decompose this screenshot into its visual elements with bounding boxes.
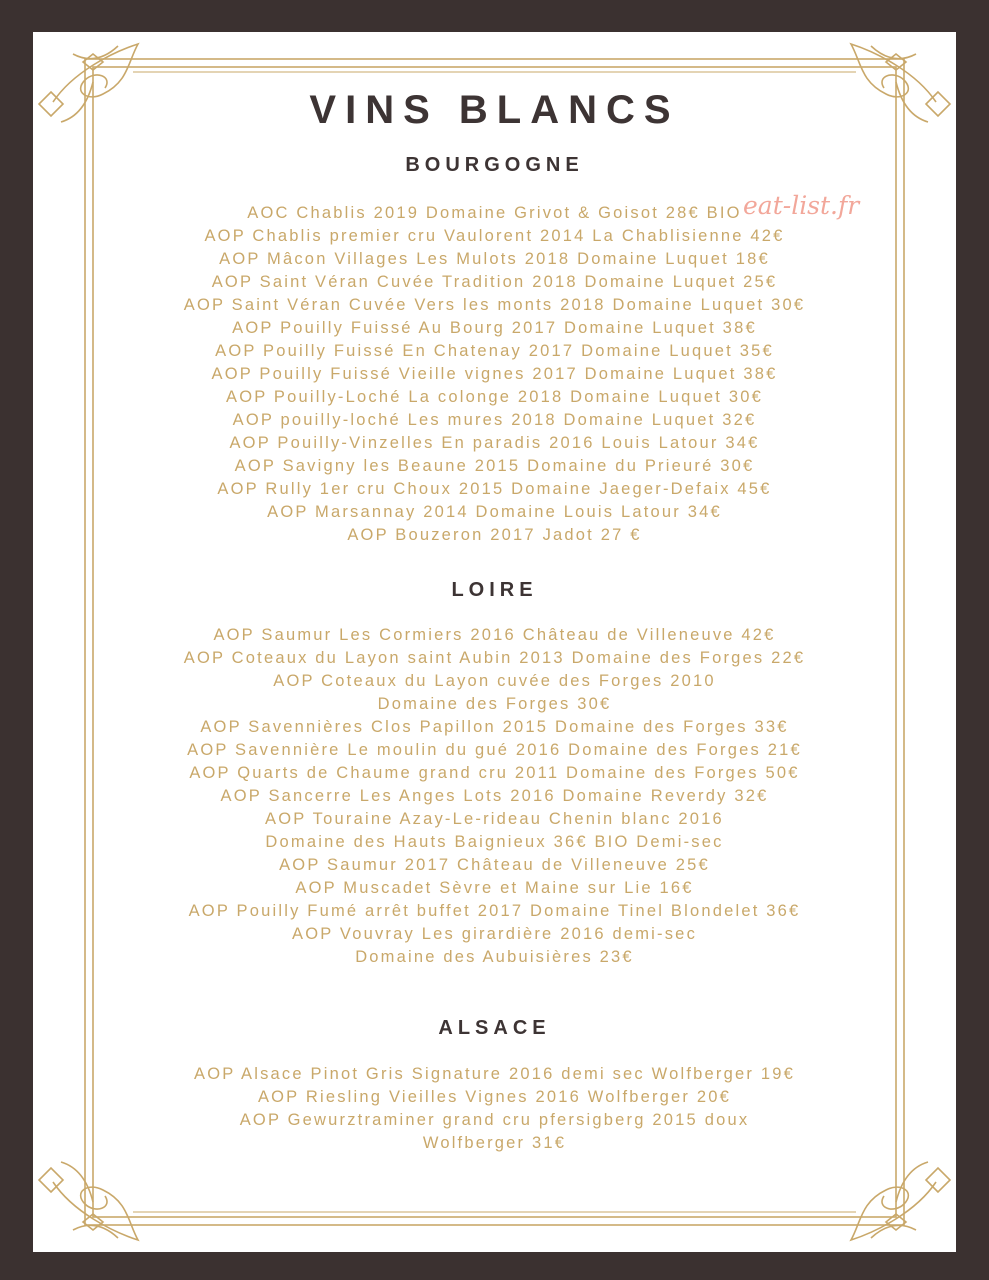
list-item: AOP Rully 1er cru Choux 2015 Domaine Jaeger-Defaix 45€ — [217, 480, 772, 498]
list-item: Domaine des Forges 30€ — [377, 695, 612, 713]
list-item: AOP Chablis premier cru Vaulorent 2014 La Chablisienne 42€ — [204, 227, 785, 245]
list-item: AOP Quarts de Chaume grand cru 2011 Domaine des Forges 50€ — [189, 764, 800, 782]
list-item: AOP Bouzeron 2017 Jadot 27 € — [347, 526, 642, 544]
list-item: AOP Touraine Azay-Le-rideau Chenin blanc 2016 — [265, 810, 724, 828]
section-title-loire: LOIRE — [451, 579, 538, 601]
list-item: AOP Pouilly-Vinzelles En paradis 2016 Louis Latour 34€ — [229, 434, 760, 452]
list-item: AOP Alsace Pinot Gris Signature 2016 demi sec Wolfberger 19€ — [194, 1065, 795, 1083]
watermark: eat-list.fr — [743, 191, 860, 220]
list-item: AOP Savigny les Beaune 2015 Domaine du Prieuré 30€ — [234, 457, 755, 475]
list-item: AOP Saumur 2017 Château de Villeneuve 25€ — [279, 856, 710, 874]
list-item: AOP pouilly-loché Les mures 2018 Domaine Luquet 32€ — [232, 411, 757, 429]
list-item: AOP Saint Véran Cuvée Vers les monts 2018 Domaine Luquet 30€ — [183, 296, 806, 314]
list-item: AOP Marsannay 2014 Domaine Louis Latour 34€ — [267, 503, 722, 521]
list-item: AOP Pouilly Fuissé En Chatenay 2017 Domaine Luquet 35€ — [215, 342, 774, 360]
list-item: AOP Savennières Clos Papillon 2015 Domaine des Forges 33€ — [200, 718, 789, 736]
menu-page — [33, 32, 956, 1252]
list-item: AOP Pouilly Fuissé Vieille vignes 2017 Domaine Luquet 38€ — [211, 365, 778, 383]
list-item: Domaine des Aubuisières 23€ — [355, 948, 634, 966]
list-item: AOP Gewurztraminer grand cru pfersigberg 2015 doux — [239, 1111, 750, 1129]
list-item: Domaine des Hauts Baignieux 36€ BIO Demi-sec — [265, 833, 724, 851]
list-item: AOP Coteaux du Layon cuvée des Forges 2010 — [273, 672, 716, 690]
wine-list-loire — [33, 624, 956, 969]
list-item: AOP Mâcon Villages Les Mulots 2018 Domaine Luquet 18€ — [219, 250, 770, 268]
list-item: Wolfberger 31€ — [422, 1134, 567, 1152]
list-item: AOP Saumur Les Cormiers 2016 Château de Villeneuve 42€ — [213, 626, 776, 644]
section-title-alsace: ALSACE — [438, 1017, 551, 1039]
wine-list-bourgogne — [33, 202, 956, 547]
list-item: AOP Saint Véran Cuvée Tradition 2018 Domaine Luquet 25€ — [211, 273, 778, 291]
section-title-bourgogne: BOURGOGNE — [405, 154, 584, 176]
list-item: AOP Riesling Vieilles Vignes 2016 Wolfberger 20€ — [257, 1088, 732, 1106]
list-item: AOP Muscadet Sèvre et Maine sur Lie 16€ — [295, 879, 694, 897]
list-item: AOP Savennière Le moulin du gué 2016 Domaine des Forges 21€ — [187, 741, 802, 759]
page-title: VINS BLANCS — [309, 88, 680, 132]
list-item: AOP Vouvray Les girardière 2016 demi-sec — [291, 925, 698, 943]
list-item: AOP Coteaux du Layon saint Aubin 2013 Domaine des Forges 22€ — [183, 649, 806, 667]
wine-list-alsace — [33, 1063, 956, 1155]
list-item: AOP Pouilly-Loché La colonge 2018 Domaine Luquet 30€ — [226, 388, 763, 406]
list-item: AOP Pouilly Fuissé Au Bourg 2017 Domaine Luquet 38€ — [232, 319, 757, 337]
list-item: AOP Sancerre Les Anges Lots 2016 Domaine Reverdy 32€ — [220, 787, 769, 805]
list-item: AOP Pouilly Fumé arrêt buffet 2017 Domaine Tinel Blondelet 36€ — [188, 902, 801, 920]
list-item: AOC Chablis 2019 Domaine Grivot & Goisot 28€ BIO — [247, 204, 742, 222]
